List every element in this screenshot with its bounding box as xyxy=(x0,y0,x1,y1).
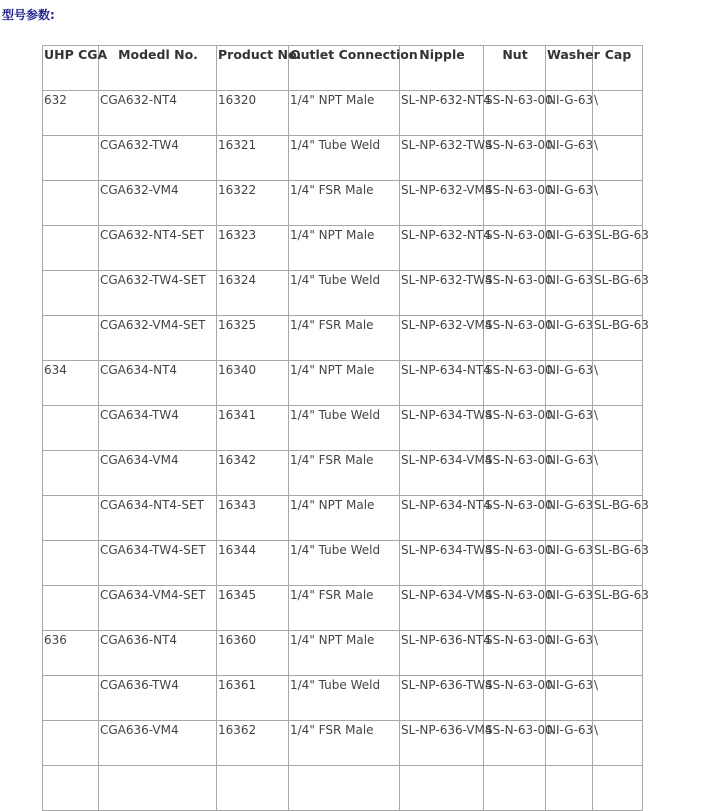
cell-cap: \ xyxy=(593,721,643,766)
cell-model-no: CGA636-NT4 xyxy=(99,631,217,676)
cell-model-no: CGA632-VM4-SET xyxy=(99,316,217,361)
cell-uhp-cga xyxy=(43,316,99,361)
cell-uhp-cga xyxy=(43,451,99,496)
cell-cap: SL-BG-63 xyxy=(593,496,643,541)
cell-cap: \ xyxy=(593,451,643,496)
header-product-no: Product No. xyxy=(217,46,289,91)
cell-outlet-connection: 1/4" NPT Male xyxy=(289,226,400,271)
header-nipple: Nipple xyxy=(400,46,484,91)
cell-outlet-connection xyxy=(289,766,400,811)
cell-product-no: 16360 xyxy=(217,631,289,676)
cell-model-no: CGA634-VM4-SET xyxy=(99,586,217,631)
cell-cap: SL-BG-63 xyxy=(593,586,643,631)
cell-uhp-cga xyxy=(43,406,99,451)
cell-outlet-connection: 1/4" FSR Male xyxy=(289,721,400,766)
cell-outlet-connection: 1/4" FSR Male xyxy=(289,451,400,496)
cell-washer: NI-G-63 xyxy=(546,586,593,631)
table-row xyxy=(43,631,643,676)
cell-product-no: 16322 xyxy=(217,181,289,226)
cell-nut: SS-N-63-00 xyxy=(484,586,546,631)
cell-nipple: SL-NP-634-TW4 xyxy=(400,541,484,586)
cell-washer: NI-G-63 xyxy=(546,316,593,361)
cell-uhp-cga: 634 xyxy=(43,361,99,406)
cell-product-no xyxy=(217,766,289,811)
cell-outlet-connection: 1/4" Tube Weld xyxy=(289,136,400,181)
cell-model-no xyxy=(99,766,217,811)
cell-uhp-cga xyxy=(43,586,99,631)
cell-cap: \ xyxy=(593,676,643,721)
cell-cap: \ xyxy=(593,406,643,451)
header-uhp-cga: UHP CGA xyxy=(43,46,99,91)
cell-washer: NI-G-63 xyxy=(546,541,593,586)
cell-nut: SS-N-63-00 xyxy=(484,316,546,361)
cell-model-no: CGA634-NT4-SET xyxy=(99,496,217,541)
cell-nut: SS-N-63-00 xyxy=(484,541,546,586)
cell-nut: SS-N-63-00 xyxy=(484,676,546,721)
cell-model-no: CGA634-NT4 xyxy=(99,361,217,406)
cell-uhp-cga xyxy=(43,136,99,181)
cell-outlet-connection: 1/4" Tube Weld xyxy=(289,541,400,586)
cell-model-no: CGA636-TW4 xyxy=(99,676,217,721)
cell-nipple: SL-NP-632-NT4 xyxy=(400,91,484,136)
cell-product-no: 16320 xyxy=(217,91,289,136)
cell-uhp-cga xyxy=(43,721,99,766)
cell-model-no: CGA634-TW4-SET xyxy=(99,541,217,586)
cell-nipple xyxy=(400,766,484,811)
cell-uhp-cga: 632 xyxy=(43,91,99,136)
cell-uhp-cga: 636 xyxy=(43,631,99,676)
cell-model-no: CGA632-NT4 xyxy=(99,91,217,136)
cell-washer: NI-G-63 xyxy=(546,136,593,181)
table-header-row xyxy=(43,46,643,91)
spec-table xyxy=(42,45,649,811)
cell-nipple: SL-NP-634-TW4 xyxy=(400,406,484,451)
cell-outlet-connection: 1/4" Tube Weld xyxy=(289,406,400,451)
cell-product-no: 16362 xyxy=(217,721,289,766)
cell-nipple: SL-NP-632-TW4 xyxy=(400,271,484,316)
cell-nipple: SL-NP-634-NT4 xyxy=(400,496,484,541)
cell-nut: SS-N-63-00 xyxy=(484,271,546,316)
cell-cap xyxy=(593,766,643,811)
cell-washer: NI-G-63 xyxy=(546,721,593,766)
cell-washer: NI-G-63 xyxy=(546,631,593,676)
cell-product-no: 16361 xyxy=(217,676,289,721)
cell-nut: SS-N-63-00 xyxy=(484,136,546,181)
table-row xyxy=(43,586,643,631)
cell-nipple: SL-NP-632-NT4 xyxy=(400,226,484,271)
cell-cap: \ xyxy=(593,136,643,181)
cell-nut: SS-N-63-00 xyxy=(484,91,546,136)
cell-nut: SS-N-63-00 xyxy=(484,451,546,496)
cell-nipple: SL-NP-634-VM4 xyxy=(400,586,484,631)
cell-nut: SS-N-63-00 xyxy=(484,631,546,676)
cell-nipple: SL-NP-634-VM4 xyxy=(400,451,484,496)
table-row xyxy=(43,406,643,451)
cell-model-no: CGA632-TW4-SET xyxy=(99,271,217,316)
table-row xyxy=(43,676,643,721)
cell-model-no: CGA632-TW4 xyxy=(99,136,217,181)
cell-model-no: CGA632-VM4 xyxy=(99,181,217,226)
cell-nipple: SL-NP-636-NT4 xyxy=(400,631,484,676)
page-heading: 型号参数: xyxy=(2,8,55,22)
cell-cap: SL-BG-63 xyxy=(593,316,643,361)
table-row xyxy=(43,541,643,586)
table-row xyxy=(43,451,643,496)
cell-outlet-connection: 1/4" NPT Male xyxy=(289,361,400,406)
cell-model-no: CGA634-VM4 xyxy=(99,451,217,496)
cell-uhp-cga xyxy=(43,271,99,316)
cell-nut: SS-N-63-00 xyxy=(484,406,546,451)
cell-uhp-cga xyxy=(43,496,99,541)
table-row xyxy=(43,226,643,271)
table-row xyxy=(43,361,643,406)
cell-nipple: SL-NP-632-TW4 xyxy=(400,136,484,181)
cell-nut: SS-N-63-00 xyxy=(484,721,546,766)
cell-product-no: 16343 xyxy=(217,496,289,541)
cell-washer: NI-G-63 xyxy=(546,181,593,226)
cell-washer: NI-G-63 xyxy=(546,361,593,406)
cell-nipple: SL-NP-634-NT4 xyxy=(400,361,484,406)
header-cap: Cap xyxy=(593,46,643,91)
cell-nipple: SL-NP-636-VM4 xyxy=(400,721,484,766)
cell-outlet-connection: 1/4" Tube Weld xyxy=(289,271,400,316)
cell-outlet-connection: 1/4" FSR Male xyxy=(289,586,400,631)
cell-product-no: 16342 xyxy=(217,451,289,496)
cell-outlet-connection: 1/4" Tube Weld xyxy=(289,676,400,721)
cell-nut: SS-N-63-00 xyxy=(484,226,546,271)
table-row xyxy=(43,496,643,541)
cell-washer: NI-G-63 xyxy=(546,226,593,271)
cell-cap: SL-BG-63 xyxy=(593,226,643,271)
table-body xyxy=(43,91,649,811)
cell-uhp-cga xyxy=(43,541,99,586)
cell-cap: SL-BG-63 xyxy=(593,541,643,586)
cell-washer: NI-G-63 xyxy=(546,451,593,496)
cell-washer: NI-G-63 xyxy=(546,496,593,541)
table-row xyxy=(43,136,643,181)
cell-uhp-cga xyxy=(43,766,99,811)
cell-outlet-connection: 1/4" FSR Male xyxy=(289,181,400,226)
cell-product-no: 16345 xyxy=(217,586,289,631)
cell-nipple: SL-NP-632-VM4 xyxy=(400,181,484,226)
header-model-no: Modedl No. xyxy=(99,46,217,91)
cell-nut: SS-N-63-00 xyxy=(484,361,546,406)
cell-uhp-cga xyxy=(43,226,99,271)
table-row xyxy=(43,271,643,316)
cell-product-no: 16344 xyxy=(217,541,289,586)
header-outlet-connection: Outlet Connection xyxy=(289,46,400,91)
cell-cap: \ xyxy=(593,631,643,676)
table-row xyxy=(43,721,643,766)
table-row xyxy=(43,181,643,226)
cell-product-no: 16325 xyxy=(217,316,289,361)
cell-cap: \ xyxy=(593,181,643,226)
cell-nut: SS-N-63-00 xyxy=(484,496,546,541)
cell-nipple: SL-NP-632-VM4 xyxy=(400,316,484,361)
cell-model-no: CGA632-NT4-SET xyxy=(99,226,217,271)
table-row xyxy=(43,91,643,136)
cell-nut xyxy=(484,766,546,811)
cell-cap: SL-BG-63 xyxy=(593,271,643,316)
cell-uhp-cga xyxy=(43,181,99,226)
cell-outlet-connection: 1/4" FSR Male xyxy=(289,316,400,361)
cell-model-no: CGA634-TW4 xyxy=(99,406,217,451)
cell-nut: SS-N-63-00 xyxy=(484,181,546,226)
header-nut: Nut xyxy=(484,46,546,91)
cell-product-no: 16324 xyxy=(217,271,289,316)
header-washer: Washer xyxy=(546,46,593,91)
cell-washer xyxy=(546,766,593,811)
cell-model-no: CGA636-VM4 xyxy=(99,721,217,766)
cell-nipple: SL-NP-636-TW4 xyxy=(400,676,484,721)
table-row xyxy=(43,316,643,361)
cell-uhp-cga xyxy=(43,676,99,721)
cell-cap: \ xyxy=(593,91,643,136)
cell-product-no: 16321 xyxy=(217,136,289,181)
cell-product-no: 16323 xyxy=(217,226,289,271)
cell-outlet-connection: 1/4" NPT Male xyxy=(289,91,400,136)
cell-outlet-connection: 1/4" NPT Male xyxy=(289,631,400,676)
cell-washer: NI-G-63 xyxy=(546,91,593,136)
cell-washer: NI-G-63 xyxy=(546,406,593,451)
cell-outlet-connection: 1/4" NPT Male xyxy=(289,496,400,541)
cell-product-no: 16341 xyxy=(217,406,289,451)
cell-washer: NI-G-63 xyxy=(546,676,593,721)
table-row xyxy=(43,766,643,811)
cell-cap: \ xyxy=(593,361,643,406)
cell-product-no: 16340 xyxy=(217,361,289,406)
cell-washer: NI-G-63 xyxy=(546,271,593,316)
